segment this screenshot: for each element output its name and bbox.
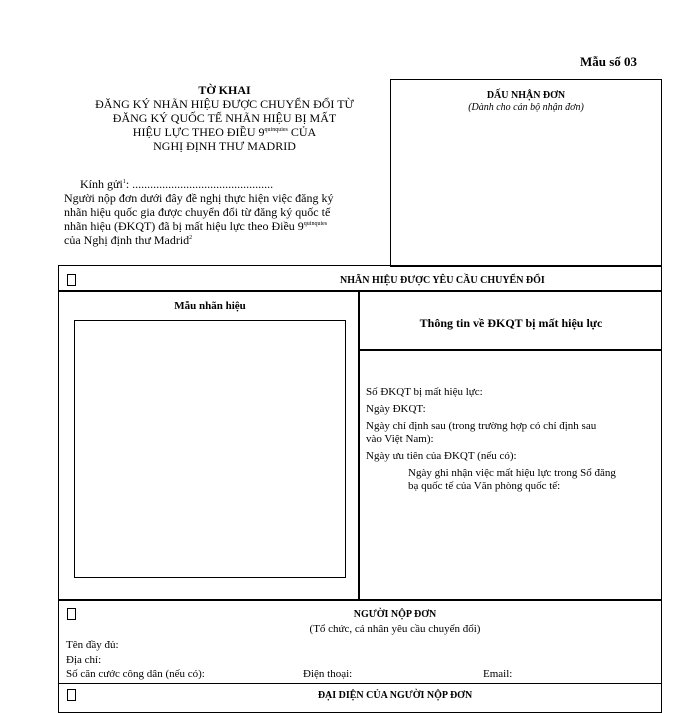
mark-section-checkbox[interactable] (67, 274, 76, 286)
mark-section-header-divider (58, 290, 662, 292)
title-heading: TỜ KHAI (198, 83, 251, 97)
applicant-section-checkbox[interactable] (67, 608, 76, 620)
stamp-box (390, 79, 662, 267)
intro-line-1: Người nộp đơn dưới đây đề nghị thực hiện việc đăng ký (64, 191, 334, 205)
mark-section-column-divider (358, 290, 360, 600)
representative-section-title: ĐẠI DIỆN CỦA NGƯỜI NỘP ĐƠN (317, 690, 473, 701)
field-reg-no: Số ĐKQT bị mất hiệu lực: (366, 386, 483, 398)
field-later-designation-1: Ngày chỉ định sau (trong trường hợp có chỉ định sau (366, 420, 597, 432)
stamp-box-subtitle: (Dành cho cán bộ nhận đơn) (468, 102, 584, 113)
title-line-4: NGHỊ ĐỊNH THƯ MADRID (153, 139, 296, 153)
title-line-3: HIỆU LỰC THEO ĐIỀU $9^{quinquies}$ CỦA (132, 125, 317, 139)
intro-line-3: nhãn hiệu (ĐKQT) đã bị mất hiệu lực theo Điều $9^{quinquies}$ (64, 219, 328, 233)
field-reg-date: Ngày ĐKQT: (366, 403, 426, 415)
info-title: Thông tin về ĐKQT bị mất hiệu lực (419, 316, 603, 330)
form-title (62, 83, 387, 153)
field-loss-record-1: Ngày ghi nhận việc mất hiệu lực trong Sổ đăng (408, 467, 616, 479)
mark-sample-box (74, 320, 346, 578)
applicant-phone: Điện thoại: (303, 668, 353, 680)
mark-section-title: NHÃN HIỆU ĐƯỢC YÊU CẦU CHUYỂN ĐỔI (340, 275, 545, 286)
stamp-box-title: DẤU NHẬN ĐƠN (486, 90, 566, 101)
applicant-id-number: Số căn cước công dân (nếu có): (66, 668, 205, 680)
title-line-2: ĐĂNG KÝ QUỐC TẾ NHÃN HIỆU BỊ MẤT (112, 111, 337, 125)
title-line-1: ĐĂNG KÝ NHÃN HIỆU ĐƯỢC CHUYỂN ĐỔI TỪ (95, 97, 354, 111)
applicant-section-title: NGƯỜI NỘP ĐƠN (353, 609, 437, 620)
field-loss-record-2: bạ quốc tế của Văn phòng quốc tế: (408, 480, 561, 492)
intro-line-4: của Nghị định thư Madrid$^2$ (64, 233, 193, 247)
representative-section-checkbox[interactable] (67, 689, 76, 701)
field-later-designation-2: vào Việt Nam): (366, 433, 434, 445)
applicant-email: Email: (483, 668, 513, 680)
form-number: Mẫu số 03 (580, 54, 638, 69)
intro-paragraph (64, 191, 386, 247)
intro-line-2: nhãn hiệu quốc gia được chuyển đổi từ đăng ký quốc tế (64, 205, 331, 219)
field-priority-date: Ngày ưu tiên của ĐKQT (nếu có): (366, 450, 517, 462)
info-title-divider (358, 349, 662, 351)
addressee-line: Kính gửi$^1$: ............................................... (80, 177, 274, 191)
applicant-full-name: Tên đầy đủ: (66, 639, 119, 651)
mark-sample-label: Mẫu nhãn hiệu (174, 300, 246, 312)
applicant-address: Địa chỉ: (66, 654, 102, 666)
info-fields (366, 386, 658, 493)
applicant-section-subtitle: (Tổ chức, cá nhân yêu cầu chuyển đổi) (309, 623, 481, 635)
